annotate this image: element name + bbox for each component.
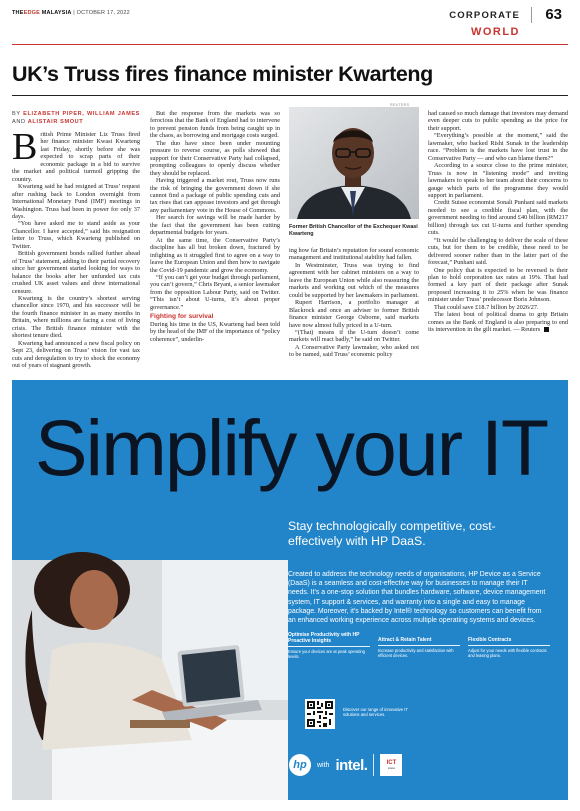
masthead-pre: THE	[12, 10, 24, 16]
section-label: CORPORATE	[449, 10, 520, 21]
paragraph: Having triggered a market rout, Truss now runs the risk of bringing the government down if she cannot find a package of public spending cuts and tax rises that can appease investors and get through any parliamentary vote in the House of Commons.	[150, 177, 280, 214]
lead-text: ritish Prime Minister Liz Truss fired her finance minister Kwasi Kwarteng last Friday, shortly before she was expected to scrap parts of their economic package in a bid to survive the market and political turmoil gripping the country.	[12, 131, 140, 183]
photo-credit: REUTERS	[390, 103, 410, 107]
paragraph: British government bonds rallied further ahead of Truss’ statement, adding to their partial recovery since her government started looking for ways to balance the books after her unfunded tax cuts crushed UK asset values and drew international censure.	[12, 250, 140, 295]
paragraph: Kwarteng is the country’s shortest serving chancellor since 1970, and his successor will be the fourth finance minister in as many months in Britain, where millions are facing a cost of living crisis. The British finance minister with the shortest tenure died.	[12, 294, 140, 340]
paragraph: “You have asked me to stand aside as your Chancellor. I have accepted,” said his resignation letter to Truss, which Kwarteng published on Twitter.	[12, 220, 140, 250]
woman-laptop-illustration	[12, 500, 288, 800]
paragraph: At the same time, the Conservative Party’s discipline has all but broken down, fractured by infighting as it struggled first to agree on a way to leave the European Union and then how to navigate the Covid-19 pandemic and grow the economy.	[150, 236, 280, 274]
article-column-4	[428, 110, 568, 334]
paragraph: In Westminster, Truss was trying to find agreement with her cabinet ministers on a way to leave the European Union while also reassuring the markets and working out which of the measures could be supported by her lawmakers in parliament.	[289, 261, 419, 299]
paragraph: According to a source close to the prime minister, Truss is now in “listening mode” and inviting lawmakers to speak to her team about their concerns to gauge which parts of the programme they would support in parliament.	[428, 162, 568, 199]
photo-caption: Former British Chancellor of the Exchequer Kwasi Kwarteng	[289, 224, 418, 237]
paragraph: The duo have since been under mounting pressure to reverse course, as polls showed that support for their Conservative Party had collapsed, prompting colleagues to openly discuss whether they should be replaced.	[150, 139, 280, 177]
paragraph: Rupert Harrison, a portfolio manager at Blackrock and once an adviser to former British finance minister George Osborne, said markets have now almost fully priced in a U-turn.	[289, 299, 419, 329]
issue-date: OCTOBER 17, 2022	[76, 10, 130, 16]
subsection-label: WORLD	[470, 26, 520, 38]
kwarteng-portrait-image	[289, 107, 419, 219]
paragraph: Credit Suisse economist Sonali Punhani said markets needed to see a credible fiscal plan, with the government needing to find around £40 billion (RM217 billion) through tax cut U-turns and further spending cuts.	[428, 199, 568, 237]
intel-logo-icon: intel.	[335, 756, 368, 774]
section-subhead: Fighting for survival	[150, 313, 214, 321]
paragraph: Kwarteng had announced a new fiscal policy on Sept 23, delivering on Truss’ vision for vast tax cuts and deregulation to try to shock the economy out of years of stagnant growth.	[12, 339, 140, 370]
paragraph: One policy that is expected to be reversed is their plan to hold corporation tax rates at 19%. That had formed a key part of their package after Sunak proposed increasing it to 25% when he was finance minister under Truss’ predecessor Boris Johnson.	[428, 266, 568, 304]
ad-tagline: Stay technologically competitive, cost-effectively with HP DaaS.	[288, 519, 496, 548]
final-paragraph	[428, 311, 568, 333]
page-header	[12, 6, 568, 46]
paragraph: That could save £18.7 billion by 2026/27.	[434, 303, 539, 311]
feature-contracts	[468, 632, 550, 659]
lead-paragraph	[12, 126, 140, 183]
feature-productivity	[288, 632, 370, 659]
paragraph: “(That) means if the U-turn doesn’t come markets will react badly,” he said on Twitter.	[289, 328, 419, 344]
masthead: THEEDGE MALAYSIA | OCTOBER 17, 2022	[12, 10, 130, 16]
paragraph: ing how far Britain’s reputation for sound economic management and institutional stability had fallen.	[289, 247, 420, 262]
paragraph: Her search for savings will be made harder by the fact that the government has been cutting departmental budgets for years.	[150, 214, 280, 237]
feature-title: Attract & Retain Talent	[378, 632, 460, 646]
paragraph: had caused so much damage that investors may demand even deeper cuts to public spending as the price for their support.	[428, 110, 568, 132]
with-label: with	[317, 761, 330, 769]
feature-title: Flexible Contracts	[468, 632, 550, 646]
paragraph: During his time in the US, Kwarteng had been told by the head of the IMF of the importance of “policy coherence”, underlin-	[150, 320, 280, 343]
ict-logo-subtext: zone	[388, 766, 395, 770]
article-column-1	[12, 110, 140, 370]
drop-cap: B	[12, 126, 38, 168]
masthead-post: MALAYSIA	[41, 10, 72, 16]
ad-features	[288, 632, 550, 659]
masthead-brand: EDGE	[23, 10, 40, 16]
paragraph: “If you can’t get your budget through parliament, you can’t govern,” Chris Bryant, a senior lawmaker from the opposition Labour Party, said on Twitter. “This isn’t about U-turns, it’s about proper governance.”	[150, 273, 280, 311]
paragraph: Kwarteng said he had resigned at Truss’ request after rushing back to London overnight from International Monetary Fund (IMF) meetings in Washington. Truss had been in power for only 37 days.	[12, 183, 140, 220]
portrait-illustration	[289, 107, 419, 219]
headline-rule	[12, 95, 568, 96]
byline-and: AND	[12, 119, 26, 125]
feature-description: Ensure your devices are at peak operating levels.	[288, 649, 365, 659]
paragraph: A Conservative Party lawmaker, who asked not to be named, said Truss’ economic policy	[289, 343, 419, 359]
article-column-2	[150, 110, 280, 343]
qr-caption: Discover our range of innovative IT solutions and services.	[343, 707, 408, 718]
feature-talent	[378, 632, 460, 659]
paragraph: But the response from the markets was so ferocious that the Bank of England had to intervene to prevent pension funds from being caught up in the chaos, as borrowing and mortgage costs surged.	[150, 110, 280, 140]
logo-divider	[373, 754, 374, 776]
feature-description: Adjust for your needs with flexible contracts and leasing plans.	[468, 648, 547, 658]
final-paragraph-text: The latest bout of political drama to grip Britain comes as the Bank of England is also preparing to end its intervention in the gilt market. — Reuters	[428, 311, 568, 334]
author-names: ELIZABETH PIPER, WILLIAM JAMES	[23, 111, 140, 117]
ad-body-text: Created to address the technology needs of organisations, HP Device as a Service (DaaS) is a seamless and cost-effective way for businesses to manage their IT needs. It’s a one-stop solution that bundles hardware, software, device management system, IT support & services, and warranty into a single and easy to manage package. Moreover, it’s backed by Intel® technology so customers can benefit from an enhanced working experience across multiple operating systems and devices.	[288, 571, 546, 625]
feature-description: Increase productivity and satisfaction with efficient devices.	[378, 648, 454, 658]
paragraph: “Everything’s possible at the moment,” said the lawmaker, who backed Rishi Sunak in the leadership race. “Problem is the markets have lost trust in the Conservative Party — and who can blame them?”	[428, 132, 568, 162]
paragraph: “It would be challenging to deliver the scale of these cuts, but for them to be credible, these need to be delivered sooner rather than in the latter part of the forecast,” Punhani said.	[428, 236, 568, 267]
sponsor-logos	[289, 750, 439, 780]
header-rule	[12, 44, 568, 45]
article-headline: UK’s Truss fires finance minister Kwarteng	[12, 62, 433, 86]
ad-title: Simplify your IT	[34, 403, 548, 492]
hp-logo-icon: hp	[289, 754, 311, 776]
qr-code-icon[interactable]	[305, 699, 335, 729]
author-name-2: ALISTAIR SMOUT	[27, 119, 84, 125]
ict-logo-text: ICT	[386, 760, 397, 766]
page-number: 63	[545, 6, 562, 23]
hp-daas-advertisement[interactable]	[12, 380, 568, 800]
article-column-3	[289, 247, 419, 359]
byline	[12, 110, 140, 126]
end-mark-icon	[544, 327, 549, 332]
ict-zone-logo-icon	[380, 754, 402, 776]
header-divider	[531, 7, 532, 23]
feature-title: Optimise Productivity with HP Proactive Insights	[288, 632, 370, 647]
byline-prefix: BY	[12, 111, 21, 117]
